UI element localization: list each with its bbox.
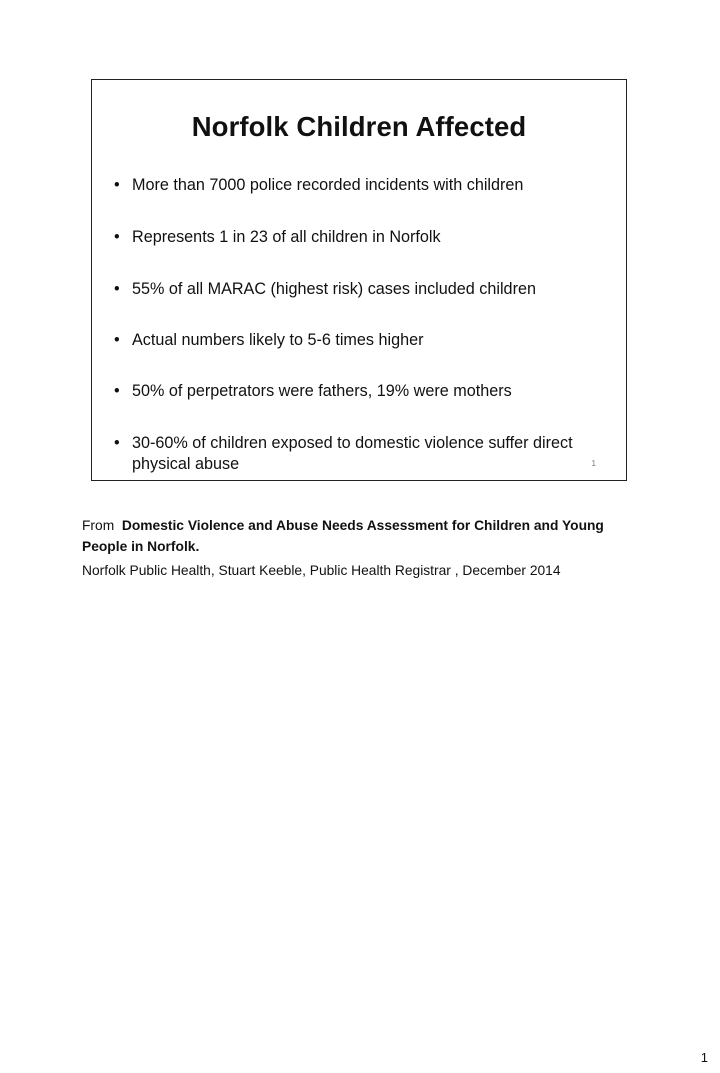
bullet-point-icon: •: [114, 382, 120, 400]
slide-title: Norfolk Children Affected: [191, 111, 527, 142]
bullet-point-icon: •: [114, 280, 120, 298]
source-caption: [82, 515, 642, 557]
bullet-text: Actual numbers likely to 5-6 times higher: [132, 331, 424, 349]
slide-frame: [91, 79, 627, 481]
bullet-point-icon: •: [114, 176, 120, 194]
page-number: 1: [700, 1050, 708, 1065]
bullet-item: [114, 330, 614, 351]
bullet-text: More than 7000 police recorded incidents with children: [132, 176, 524, 194]
slide-number: 1: [591, 459, 596, 468]
source-title: Domestic Violence and Abuse Needs Assessment for Children and Young People in Norfolk.: [82, 518, 604, 554]
bullet-text: 30-60% of children exposed to domestic violence suffer direct physical abuse: [132, 434, 573, 473]
caption-prefix: From: [82, 518, 115, 533]
bullet-text: 55% of all MARAC (highest risk) cases included children: [132, 280, 536, 298]
source-attribution: Norfolk Public Health, Stuart Keeble, Public Health Registrar , December 2014: [82, 563, 561, 578]
bullet-point-icon: •: [114, 228, 120, 246]
bullet-list: [92, 80, 626, 480]
bullet-item: [114, 227, 614, 248]
bullet-item: [114, 279, 614, 300]
bullet-item: [114, 433, 614, 475]
bullet-text: 50% of perpetrators were fathers, 19% were mothers: [132, 382, 512, 400]
bullet-item: [114, 175, 614, 196]
bullet-point-icon: •: [114, 434, 120, 452]
bullet-text: Represents 1 in 23 of all children in Norfolk: [132, 228, 441, 246]
bullet-item: [114, 381, 614, 402]
bullet-point-icon: •: [114, 331, 120, 349]
